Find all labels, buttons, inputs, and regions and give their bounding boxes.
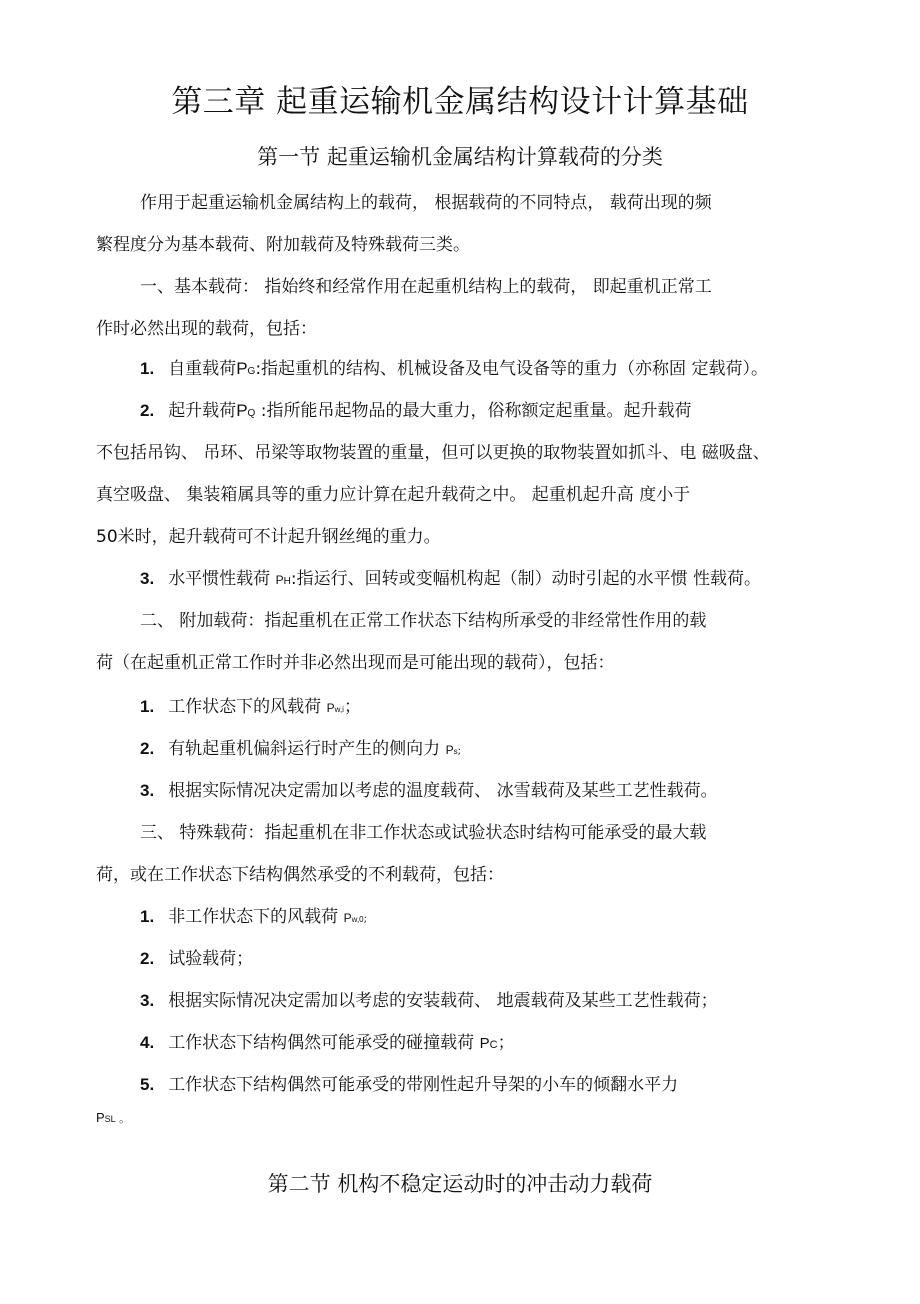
symbol-pq: PQ [236, 401, 256, 420]
special-item-5-cont: PSL 。 [96, 1106, 130, 1130]
item-number: 3. [140, 991, 155, 1010]
basic-item-2-cont-3: 50米时，起升载荷可不计起升钢丝绳的重力。 [96, 527, 441, 547]
special-item-4 [140, 1032, 515, 1056]
item-text: 自重载荷 [168, 359, 237, 379]
special-loads-heading-cont: 荷，或在工作状态下结构偶然承受的不利载荷，包括： [96, 865, 504, 885]
item-number: 2. [140, 949, 155, 968]
item-text-rest: :指所能吊起物品的最大重力，俗称额定起重量。起升载荷 [255, 401, 692, 421]
item-number: 2. [140, 739, 155, 758]
basic-item-1 [140, 358, 768, 383]
basic-item-2-cont-1: 不包括吊钩、 吊环、吊梁等取物装置的重量，但可以更换的取物装置如抓斗、电 磁吸盘、 [96, 443, 770, 463]
additional-loads-heading: 二、 附加载荷：指起重机在正常工作状态下结构所承受的非经常性作用的载 [140, 611, 707, 631]
item-number: 3. [140, 569, 155, 588]
symbol-pwi: Pw,i [326, 701, 344, 715]
item-text-rest: ; [363, 914, 367, 925]
symbol-pg: PG [236, 359, 256, 378]
special-item-1 [140, 906, 367, 931]
section-2-title: 第二节 机构不稳定运动时的冲击动力载荷 [267, 1172, 653, 1196]
item-number: 1. [140, 907, 155, 926]
symbol-psl: PSL [96, 1110, 116, 1125]
symbol-ps: Ps [445, 743, 458, 757]
special-loads-heading: 三、 特殊载荷：指起重机在非工作状态或试验状态时结构可能承受的最大载 [140, 823, 707, 843]
special-item-5 [140, 1074, 678, 1096]
item-text: 水平惯性载荷 [168, 569, 276, 589]
item-text: 试验载荷； [168, 949, 254, 969]
symbol-ph: PH [275, 573, 291, 587]
item-number: 1. [140, 697, 155, 716]
item-text: 起升载荷 [168, 401, 237, 421]
special-item-3 [140, 990, 718, 1012]
basic-loads-heading-cont: 作时必然出现的载荷，包括： [96, 319, 317, 339]
item-text: 非工作状态下的风载荷 [168, 907, 344, 927]
item-text: 工作状态下的风载荷 [168, 697, 327, 717]
intro-line-1: 作用于起重运输机金属结构上的载荷， 根据载荷的不同特点， 载荷出现的频 [140, 193, 712, 213]
basic-item-2-cont-2: 真空吸盘、 集装箱属具等的重力应计算在起升载荷之中。 起重机起升高 度小于 [96, 485, 691, 505]
item-text: 工作状态下结构偶然可能承受的带刚性起升导架的小车的倾翻水平力 [168, 1075, 679, 1095]
special-item-2 [140, 948, 253, 970]
basic-item-2 [140, 400, 691, 425]
intro-line-2: 繁程度分为基本载荷、附加载荷及特殊载荷三类。 [96, 235, 470, 255]
item-number: 5. [140, 1075, 155, 1094]
item-text-rest: ； [497, 1033, 515, 1053]
additional-item-3 [140, 780, 718, 802]
basic-item-3 [140, 568, 761, 593]
item-text-rest: ; [457, 746, 461, 757]
additional-item-1 [140, 696, 361, 721]
item-text: 工作状态下结构偶然可能承受的碰撞载荷 [168, 1033, 480, 1053]
additional-item-2 [140, 738, 461, 763]
item-text-rest: ； [343, 697, 361, 717]
item-number: 2. [140, 401, 155, 420]
item-text-rest: :指运行、回转或变幅机构起（制）动时引起的水平惯 性载荷。 [290, 569, 761, 589]
additional-loads-heading-cont: 荷（在起重机正常工作时并非必然出现而是可能出现的载荷），包括： [96, 653, 615, 673]
section-1-title: 第一节 起重运输机金属结构计算载荷的分类 [257, 145, 663, 169]
item-text: 根据实际情况决定需加以考虑的温度载荷、 冰雪载荷及某些工艺性载荷。 [168, 781, 718, 801]
item-text: 根据实际情况决定需加以考虑的安装载荷、 地震载荷及某些工艺性载荷； [168, 991, 718, 1011]
item-number: 1. [140, 359, 155, 378]
item-text: 有轨起重机偏斜运行时产生的侧向力 [168, 739, 446, 759]
item-number: 4. [140, 1033, 155, 1052]
item-text-rest: :指起重机的结构、机械设备及电气设备等的重力（亦称固 定载荷）。 [255, 359, 768, 379]
symbol-pc: PC [479, 1035, 498, 1052]
symbol-pw0: Pw,0 [343, 911, 364, 925]
chapter-title: 第三章 起重运输机金属结构设计计算基础 [171, 84, 749, 120]
item-number: 3. [140, 781, 155, 800]
basic-loads-heading: 一、基本载荷： 指始终和经常作用在起重机结构上的载荷， 即起重机正常工 [140, 277, 712, 297]
